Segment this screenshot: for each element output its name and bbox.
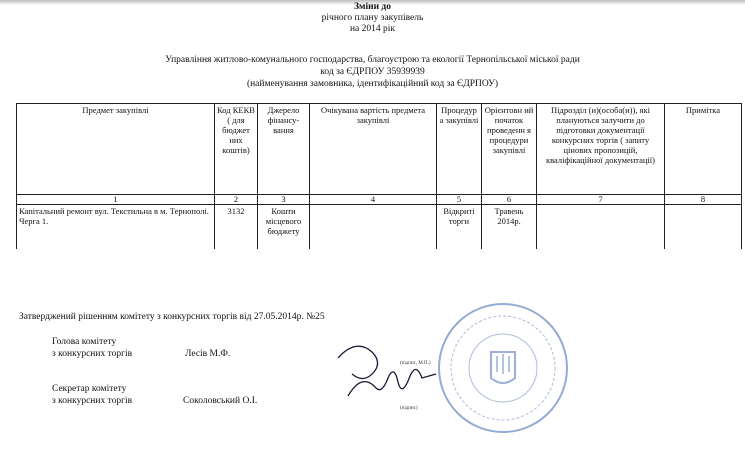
col-number: 8: [665, 195, 742, 205]
col-header-value: Очікувана вартість предмета закупівлі: [310, 104, 437, 195]
secretary-name: Соколовський О.І.: [183, 396, 258, 406]
org-code: код за ЄДРПОУ 35939939: [320, 67, 425, 77]
col-header-subject: Предмет закупівлі: [17, 104, 215, 195]
cell-source: Кошти місцевого бюджету: [258, 205, 310, 250]
table-number-row: [17, 195, 742, 205]
cell-note: [665, 205, 742, 250]
chair-title: Голова комітету: [52, 337, 117, 347]
col-number: 2: [215, 195, 258, 205]
chair-subtitle: з конкурсних торгів: [52, 349, 133, 359]
cell-procedure: Відкриті торги: [437, 205, 482, 250]
chair-name: Лесів М.Ф.: [185, 349, 231, 359]
col-header-note: Примітка: [665, 104, 742, 195]
table-header-row: [17, 104, 742, 195]
signature-scribble: [330, 330, 450, 410]
col-number: 5: [437, 195, 482, 205]
cell-kekv: 3132: [215, 205, 258, 250]
signature-label-secretary: (підпис): [400, 406, 418, 411]
table-row: [17, 205, 742, 250]
cell-subject: Капітальний ремонт вул. Текстильна в м. Тернополі. Черга 1.: [17, 205, 215, 250]
col-header-procedure: Процедур а закупівлі: [437, 104, 482, 195]
col-header-source: Джерело фінансу- вання: [258, 104, 310, 195]
org-subtitle: (найменування замовника, ідентифікаційний код за ЄДРПОУ): [246, 79, 499, 89]
cell-value: [310, 205, 437, 250]
official-stamp: [433, 298, 573, 438]
cell-start: Травень 2014р.: [482, 205, 537, 250]
header-line2: річного плану закупівель: [321, 13, 424, 23]
col-number: 3: [258, 195, 310, 205]
col-number: 4: [310, 195, 437, 205]
org-name: Управління житлово-комунального господарства, благоустрою та екології Тернопільської міської ради: [165, 55, 580, 65]
col-header-kekv: Код КЕКВ ( для бюджет них коштів): [215, 104, 258, 195]
col-number: 7: [537, 195, 665, 205]
col-header-start: Орієнтовн ий початок проведенн я процедури закупівлі: [482, 104, 537, 195]
col-header-units: Підрозділ (и)(особа(и)), які плануються залучити до підготовки документації конкурсних торгів ( запиту цінових пропозицій, кваліфікаційної документації): [537, 104, 665, 195]
cell-units: [537, 205, 665, 250]
header-line3: на 2014 рік: [349, 24, 396, 34]
approval-line: Затверджений рішенням комітету з конкурсних торгів від 27.05.2014р. №25: [19, 312, 325, 322]
secretary-title: Секретар комітету: [52, 384, 127, 394]
col-number: 6: [482, 195, 537, 205]
col-number: 1: [17, 195, 215, 205]
procurement-table: [16, 103, 742, 249]
header-line1: Зміни до: [353, 2, 391, 12]
signature-label-chair: (підпис, М.П.): [400, 361, 431, 366]
secretary-subtitle: з конкурсних торгів: [52, 396, 133, 406]
